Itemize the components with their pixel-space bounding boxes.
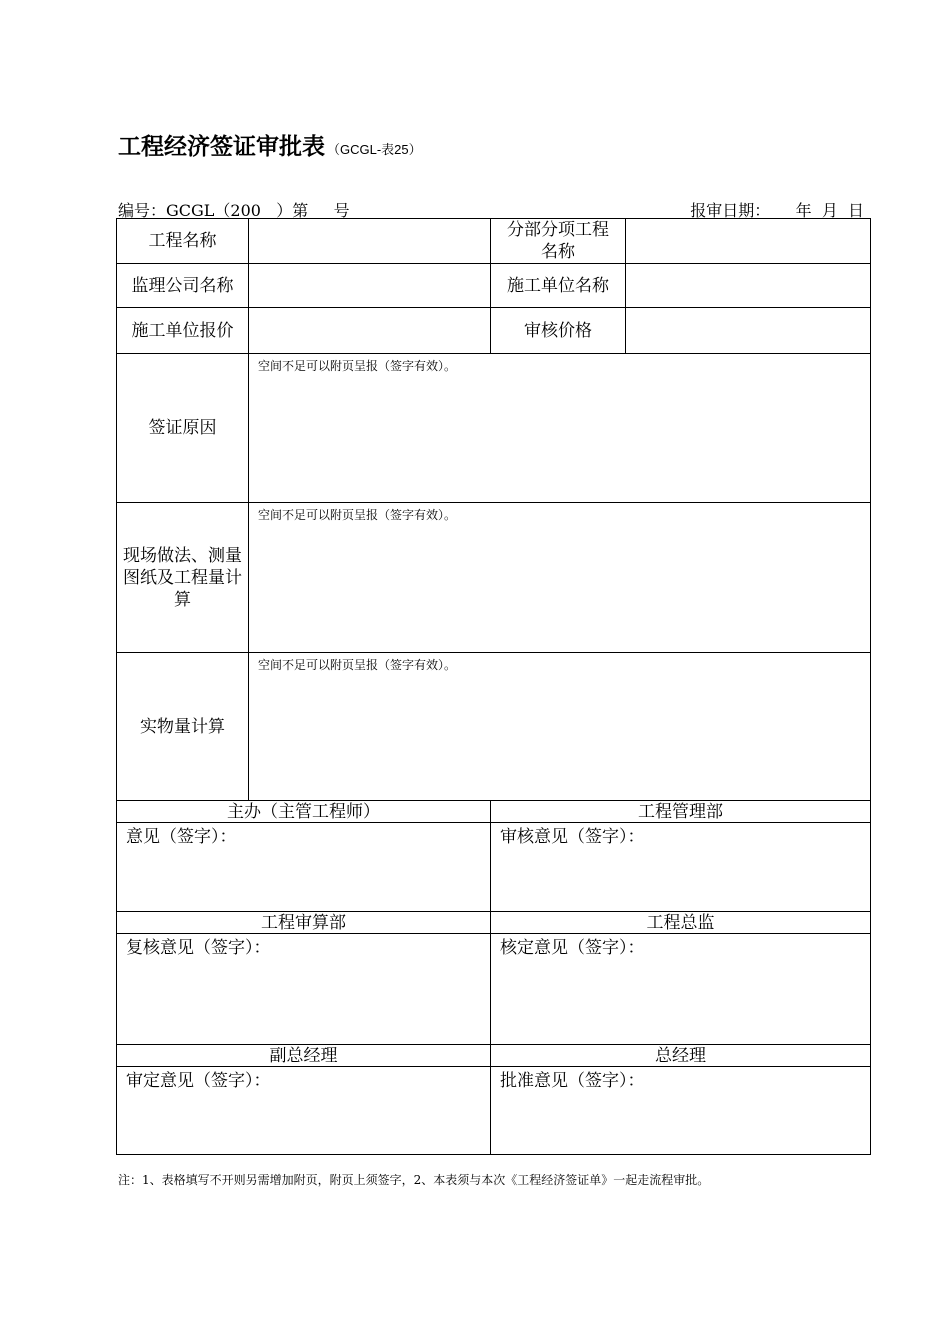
approval-table <box>116 218 871 1155</box>
quote-field[interactable] <box>249 308 491 354</box>
vgm-opinion[interactable]: 审定意见（签字）： <box>117 1067 491 1155</box>
sponsor-head: 主办（主管工程师） <box>117 801 491 823</box>
quote-label: 施工单位报价 <box>117 308 249 354</box>
reason-label: 签证原因 <box>117 354 249 503</box>
review-price-label: 审核价格 <box>491 308 626 354</box>
reason-field[interactable] <box>249 354 871 503</box>
audit-opinion[interactable]: 复核意见（签字）： <box>117 934 491 1045</box>
form-title <box>118 128 422 161</box>
gm-opinion[interactable]: 批准意见（签字）： <box>491 1067 871 1155</box>
quantity-label: 实物量计算 <box>117 653 249 801</box>
project-name-label: 工程名称 <box>117 219 249 264</box>
mgmt-head: 工程管理部 <box>491 801 871 823</box>
supervision-field[interactable] <box>249 264 491 308</box>
form-code: （GCGL-表25） <box>327 142 422 157</box>
audit-head: 工程审算部 <box>117 912 491 934</box>
project-name-field[interactable] <box>249 219 491 264</box>
site-space-note: 空间不足可以附页呈报（签字有效）。 <box>258 508 457 522</box>
sub-project-label: 分部分项工程名称 <box>491 219 626 264</box>
quantity-field[interactable] <box>249 653 871 801</box>
vgm-head: 副总经理 <box>117 1045 491 1067</box>
footnote: 注：1、表格填写不开则另需增加附页，附页上须签字，2、本表须与本次《工程经济签证单》一起走流程审批。 <box>118 1173 710 1187</box>
contractor-label: 施工单位名称 <box>491 264 626 308</box>
review-price-field[interactable] <box>626 308 871 354</box>
site-field[interactable] <box>249 503 871 653</box>
gm-head: 总经理 <box>491 1045 871 1067</box>
reason-space-note: 空间不足可以附页呈报（签字有效）。 <box>258 359 457 373</box>
title-main: 工程经济签证审批表 <box>118 134 325 160</box>
sponsor-opinion[interactable]: 意见（签字）： <box>117 823 491 912</box>
sub-project-field[interactable] <box>626 219 871 264</box>
chief-opinion[interactable]: 核定意见（签字）： <box>491 934 871 1045</box>
chief-head: 工程总监 <box>491 912 871 934</box>
mgmt-opinion[interactable]: 审核意见（签字）： <box>491 823 871 912</box>
site-label: 现场做法、测量图纸及工程量计算 <box>117 503 249 653</box>
quantity-space-note: 空间不足可以附页呈报（签字有效）。 <box>258 658 457 672</box>
serial-number: 编号：GCGL（200 ）第 号 <box>118 201 350 220</box>
contractor-field[interactable] <box>626 264 871 308</box>
report-date: 报审日期： 年 月 日 <box>690 201 864 220</box>
supervision-label: 监理公司名称 <box>117 264 249 308</box>
